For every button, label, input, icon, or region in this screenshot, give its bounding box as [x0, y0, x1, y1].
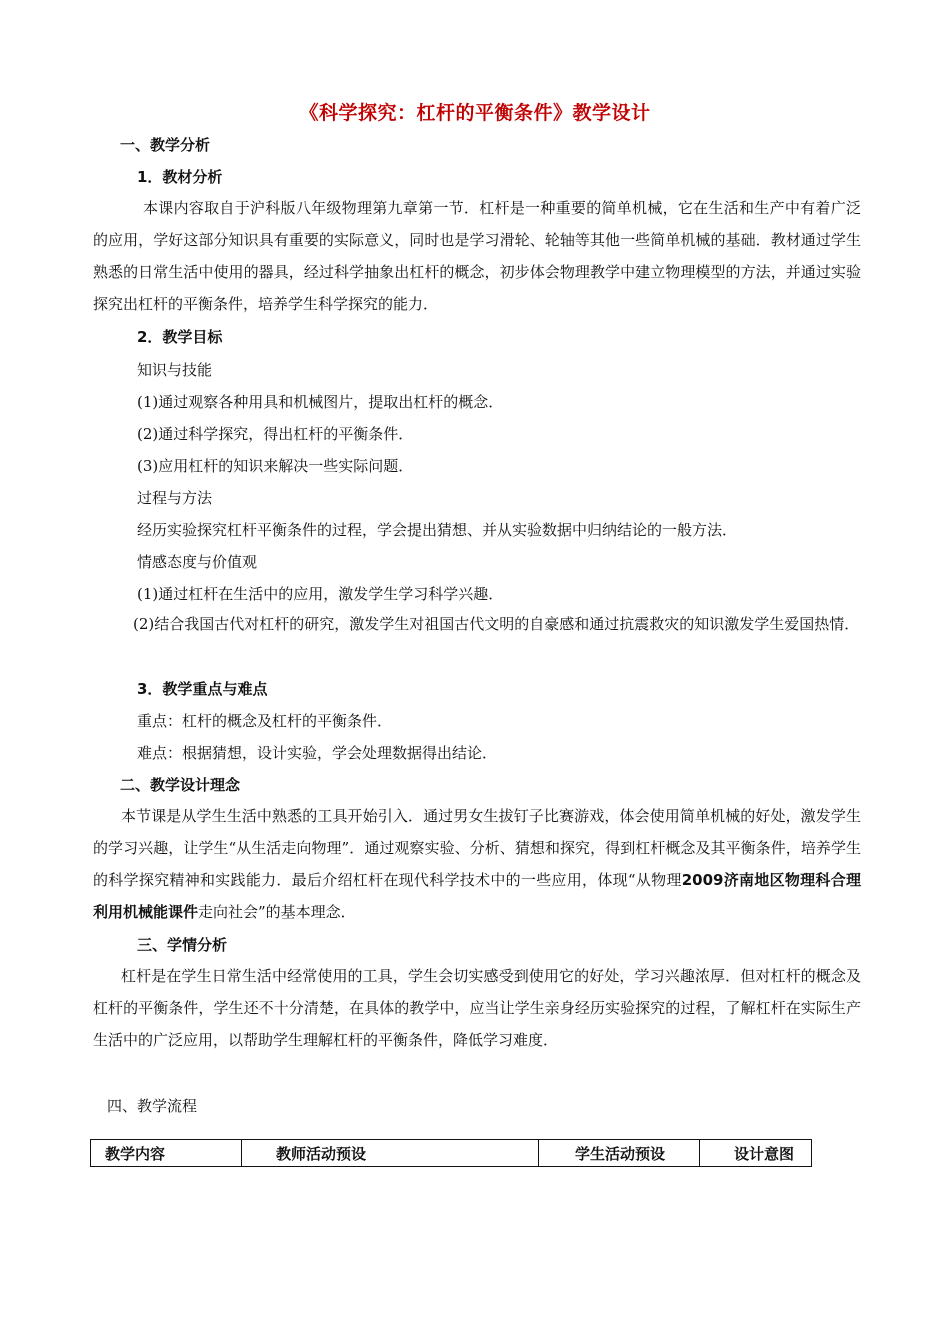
paragraph-student-analysis: 杠杆是在学生日常生活中经常使用的工具，学生会切实感受到使用它的好处，学习兴趣浓厚．但对杠杆的概念及杠杆的平衡条件，学生还不十分清楚，在具体的教学中，应当让学生亲身经历实验探究的过程，了解杠杆在实际生产生活中的广泛应用，以帮助学生理解杠杆的平衡条件，降低学习难度． [93, 967, 861, 1049]
key-point: 重点：杠杆的概念及杠杆的平衡条件． [137, 712, 393, 730]
subheading-textbook-analysis: 1．教材分析 [137, 168, 223, 186]
label-process-methods: 过程与方法 [137, 489, 213, 507]
label-knowledge-skills: 知识与技能 [137, 361, 213, 379]
goal-knowledge-2: (2)通过科学探究，得出杠杆的平衡条件． [137, 425, 414, 443]
label-emotion-values: 情感态度与价值观 [137, 553, 258, 571]
design-concept-text-a: 本节课是从学生生活中熟悉的工具开始引入．通过男女生拔钉子比赛游戏，体会使用简单机械的好处，激发学生的学习兴趣，让学生“从生活走向物理”．通过观察实验、分析、猜想和探究，得到杠杆概念及其平衡条件，培养学生的科学探究精神和实践能力．最后介绍杠杆在现代科学技术中的一些应用，体现“从物理 [93, 807, 861, 889]
table-header-row [91, 1140, 812, 1167]
design-concept-bold-insert: 2009济南地区物理科合理利用机械能课件 [93, 871, 861, 921]
document-title: 《科学探究：杠杆的平衡条件》教学设计 [299, 102, 651, 124]
goal-emotion-1: (1)通过杠杆在生活中的应用，激发学生学习科学兴趣． [137, 585, 504, 603]
difficult-point: 难点：根据猜想，设计实验，学会处理数据得出结论． [137, 744, 498, 762]
table-header-intent: 设计意图 [700, 1140, 812, 1167]
section-heading-teaching-flow: 四、教学流程 [107, 1097, 198, 1115]
goal-knowledge-1: (1)通过观察各种用具和机械图片，提取出杠杆的概念． [137, 393, 504, 411]
goal-knowledge-3: (3)应用杠杆的知识来解决一些实际问题． [137, 457, 414, 475]
table-header-teacher: 教师活动预设 [242, 1140, 539, 1167]
subheading-key-difficult: 3．教学重点与难点 [137, 680, 268, 698]
subheading-teaching-goals: 2．教学目标 [137, 328, 223, 346]
section-heading-student-analysis: 三、学情分析 [137, 936, 228, 954]
section-heading-design-concept: 二、教学设计理念 [120, 776, 241, 794]
design-concept-text-b: 走向社会”的基本理念． [198, 903, 356, 921]
section-heading-analysis: 一、教学分析 [120, 136, 211, 154]
paragraph-textbook-analysis: 本课内容取自于沪科版八年级物理第九章第一节．杠杆是一种重要的简单机械，它在生活和生产中有着广泛的应用，学好这部分知识具有重要的实际意义，同时也是学习滑轮、轮轴等其他一些简单机械的基础．教材通过学生熟悉的日常生活中使用的器具，经过科学抽象出杠杆的概念，初步体会物理教学中建立物理模型的方法，并通过实验探究出杠杆的平衡条件，培养学生科学探究的能力． [93, 199, 861, 313]
goal-emotion-2: (2)结合我国古代对杠杆的研究，激发学生对祖国古代文明的自豪感和通过抗震救灾的知识激发学生爱国热情． [133, 615, 860, 633]
table-header-student: 学生活动预设 [539, 1140, 700, 1167]
goal-process-1: 经历实验探究杠杆平衡条件的过程，学会提出猜想、并从实验数据中归纳结论的一般方法． [137, 521, 738, 539]
table-header-content: 教学内容 [91, 1140, 242, 1167]
teaching-flow-table [90, 1139, 812, 1167]
paragraph-design-concept [93, 800, 861, 928]
